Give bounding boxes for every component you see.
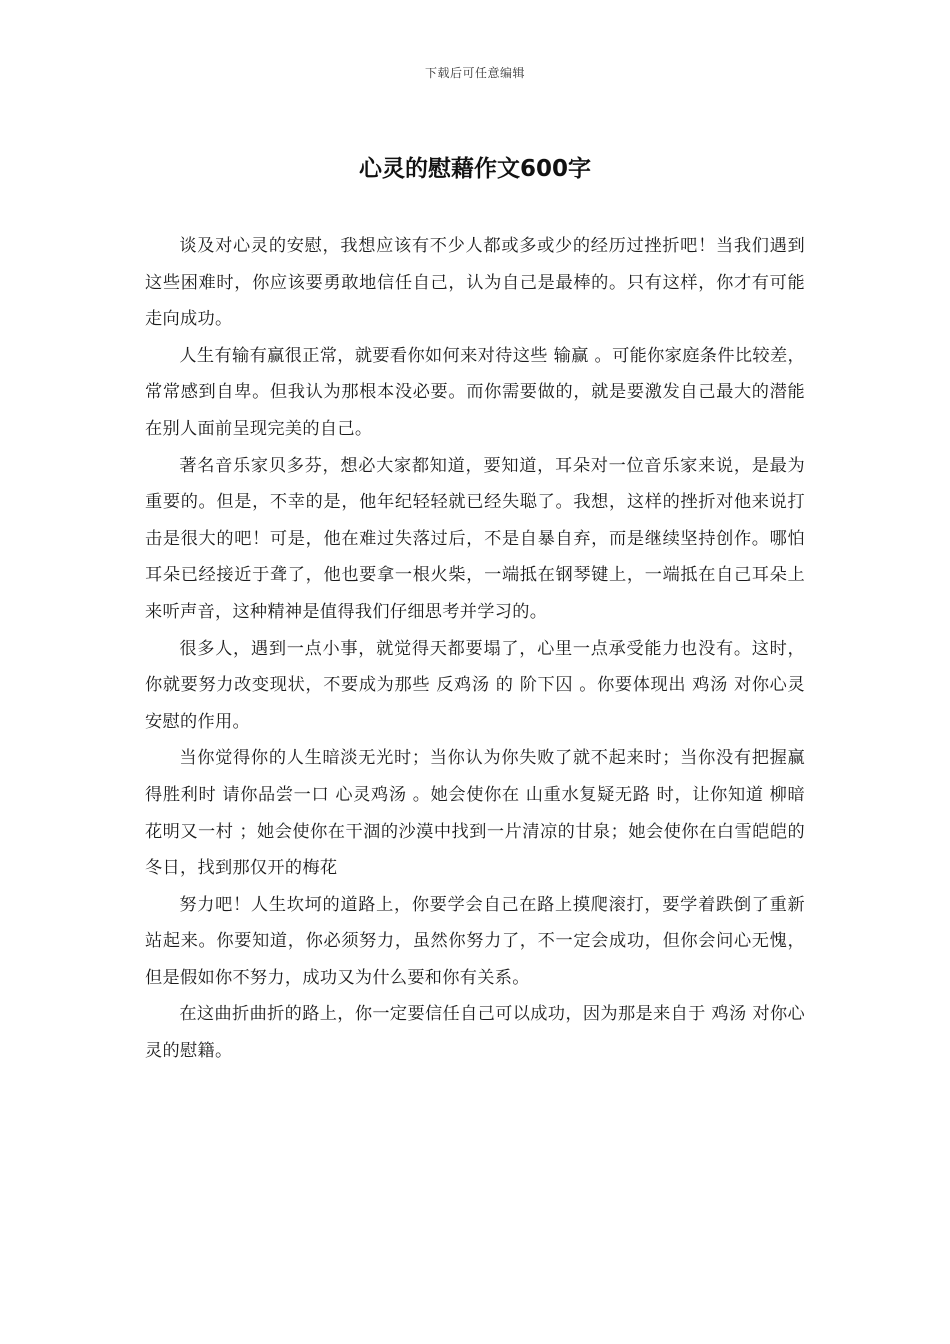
essay-body <box>145 228 805 1070</box>
paragraph: 谈及对心灵的安慰，我想应该有不少人都或多或少的经历过挫折吧！当我们遇到这些困难时，你应该要勇敢地信任自己，认为自己是最棒的。只有这样，你才有可能走向成功。 <box>145 236 805 330</box>
header-note: 下载后可任意编辑 <box>424 66 525 80</box>
paragraph: 人生有输有赢很正常，就要看你如何来对待这些 输赢 。可能你家庭条件比较差，常常感到自卑。但我认为那根本没必要。而你需要做的，就是要激发自己最大的潜能在别人面前呈现完美的自己。 <box>145 345 805 439</box>
paragraph: 著名音乐家贝多芬，想必大家都知道，要知道，耳朵对一位音乐家来说，是最为重要的。但是，不幸的是，他年纪轻轻就已经失聪了。我想，这样的挫折对他来说打击是很大的吧！可是，他在难过失落过后，不是自暴自弃，而是继续坚持创作。哪怕耳朵已经接近于聋了，他也要拿一根火柴，一端抵在钢琴键上，一端抵在自己耳朵上来听声音，这种精神是值得我们仔细思考并学习的。 <box>145 455 805 622</box>
paragraph: 很多人，遇到一点小事，就觉得天都要塌了，心里一点承受能力也没有。这时，你就要努力改变现状，不要成为那些 反鸡汤 的 阶下囚 。你要体现出 鸡汤 对你心灵安慰的作用。 <box>145 638 805 732</box>
paragraph: 在这曲折曲折的路上，你一定要信任自己可以成功，因为那是来自于 鸡汤 对你心灵的慰籍。 <box>145 1004 805 1062</box>
paragraph: 努力吧！人生坎坷的道路上，你要学会自己在路上摸爬滚打，要学着跌倒了重新站起来。你要知道，你必须努力，虽然你努力了，不一定会成功，但你会问心无愧，但是假如你不努力，成功又为什么要和你有关系。 <box>145 894 805 988</box>
paragraph: 当你觉得你的人生暗淡无光时；当你认为你失败了就不起来时；当你没有把握赢得胜利时 请你品尝一口 心灵鸡汤 。她会使你在 山重水复疑无路 时，让你知道 柳暗花明又一村 ；她会使你在干涸的沙漠中找到一片清凉的甘泉；她会使你在白雪皑皑的冬日，找到那仅开的梅花 <box>145 748 805 879</box>
page-title: 心灵的慰藉作文600字 <box>358 156 591 182</box>
